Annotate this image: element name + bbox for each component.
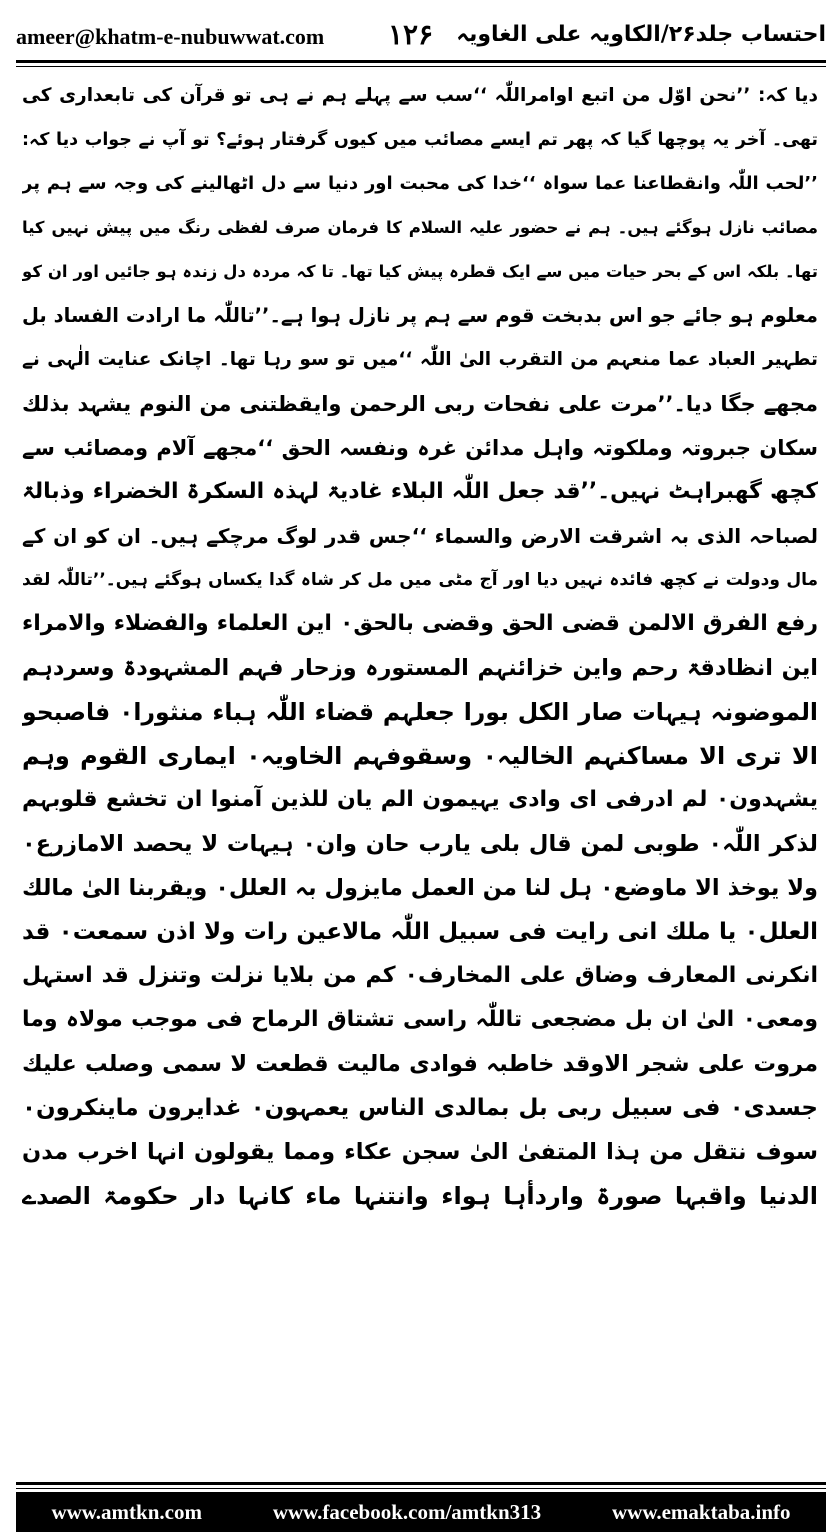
text-line: تھا۔ بلکہ اس کے بحر حیات میں سے ایک قطرہ پیش کیا تھا۔ تا کہ مردہ دل زندہ ہو جائیں اور ان کو [22,262,818,281]
page-number: ۱۲۶ [388,18,434,51]
footer-link-facebook[interactable]: www.facebook.com/amtkn313 [272,1499,542,1524]
text-line: رفع الفرق الالمن قضی الحق وقضی بالحق۰ این العلماء والفضلاء والامراء [22,611,818,636]
text-line: ’’لحب اللّٰہ وانقطاعنا عما سواہ ‘‘خدا کی محبت اور دنیا سے دل اٹھالینے کی وجہ سے ہم پر [22,173,818,194]
text-line: جسدی۰ فی سبیل ربی بل بمالدی الناس یعمہون۰ غدایرون ماینکرون۰ [22,1095,818,1121]
footer-bar [16,1492,826,1532]
header-rule-thin [16,66,826,67]
text-line: لصباحہ الذی بہ اشرقت الارض والسماء ‘‘جس قدر لوگ مرچکے ہیں۔ ان کو ان کے [22,524,818,548]
text-line: تھی۔ آخر یہ پوچھا گیا کہ پھر تم ایسے مصائب میں کیوں گرفتار ہوئے؟ تو آپ نے جواب دیا کہ: [22,130,818,150]
footer-rule-thin [16,1488,826,1489]
footer-rule-thick [16,1482,826,1485]
text-line: الا تری الا مساکنہم الخالیہ۰ وسقوفہم الخاویہ۰ ایماری القوم وہم [22,742,818,770]
header-email: ameer@khatm-e-nubuwwat.com [16,24,325,49]
header-rule-thick [16,60,826,63]
text-line: الموضونہ ہیہات صار الکل بورا جعلہم قضاء اللّٰہ ہباء منثورا۰ فاصبحو [22,698,818,726]
body-text [22,74,818,1218]
footer-link-emaktaba[interactable]: www.emaktaba.info [612,1499,791,1524]
text-line: مجھے جگا دیا۔’’مرت علی نفحات ربی الرحمن وایقظتنی من النوم یشہد بذلك [22,392,818,416]
text-line: انکرنی المعارف وضاق علی المخارف۰ کم من بلایا نزلت وتنزل قد استہل [22,963,818,988]
text-line: مال ودولت نے کچھ فائدہ نہیں دیا اور آج مٹی میں مل کر شاہ گدا یکساں ہوگئے ہیں۔’’تاللّٰہ لقد [22,570,818,590]
page-header [16,18,826,62]
text-line: دیا کہ: ’’نحن اوّل من اتبع اوامراللّٰہ ‘‘سب سے پہلے ہم نے ہی تو قرآن کی تابعداری کی [22,85,818,106]
text-line: سوف نتقل من ہذا المتفیٰ الیٰ سجن عکاء ومما یقولون انہا اخرب مدن [22,1139,818,1165]
text-line: مصائب نازل ہوگئے ہیں۔ ہم نے حضور علیہ السلام کا فرمان صرف لفظی رنگ میں پیش نہیں کیا [22,218,818,237]
text-line: کچھ گھبراہٹ نہیں۔’’قد جعل اللّٰہ البلاء غادیۃ لہذہ السکرۃ الخضراء وذبالۃ [22,479,818,504]
text-line: تطہیر العباد عما منعہم من التقرب الیٰ اللّٰہ ‘‘میں تو سو رہا تھا۔ اچانک عنایت الٰہی نے [22,349,818,370]
text-line: العلل۰ یا ملك انی رایت فی سبیل اللّٰہ مالاعین رات ولا اذن سمعت۰ قد [22,919,818,945]
text-line: ومعی۰ الیٰ ان بل مضجعی تاللّٰہ راسی تشتاق الرماح فی موجب مولاہ وما [22,1007,818,1032]
footer-link-amtkn[interactable]: www.amtkn.com [51,1499,202,1524]
header-title: احتساب جلد۲۶/الکاویہ علی الغاویہ [456,22,826,47]
text-line: لذکر اللّٰہ۰ طوبی لمن قال بلی یارب حان وان۰ ہیہات لا یحصد الامازرع۰ [22,831,818,857]
text-line: ولا یوخذ الا ماوضع۰ ہل لنا من العمل مایزول بہ العلل۰ ویقربنا الیٰ مالك [22,875,818,901]
text-line: مروت علی شجر الاوقد خاطبہ فوادی مالیت قطعت لا سمی وصلب علیك [22,1051,818,1077]
text-line: یشہدون۰ لم ادرفی ای وادی یہیمون الم یان للذین آمنوا ان تخشع قلوبہم [22,787,818,812]
text-line: الدنیا واقبہا صورۃ واردأہا ہواء وانتنہا ماء کانہا دار حکومۃ الصدے [22,1182,818,1210]
text-line: این انظادقۃ رحم واین خزائنہم المستورہ وزحار فہم المشہودۃ وسردہم [22,655,818,681]
text-line: سکان جبروتہ وملکوتہ واہل مدائن غرہ ونفسہ الحق ‘‘مجھے آلام ومصائب سے [22,436,818,460]
text-line: معلوم ہو جائے جو اس بدبخت قوم سے ہم پر نازل ہوا ہے۔’’تاللّٰہ ما ارادت الفساد بل [22,304,818,327]
